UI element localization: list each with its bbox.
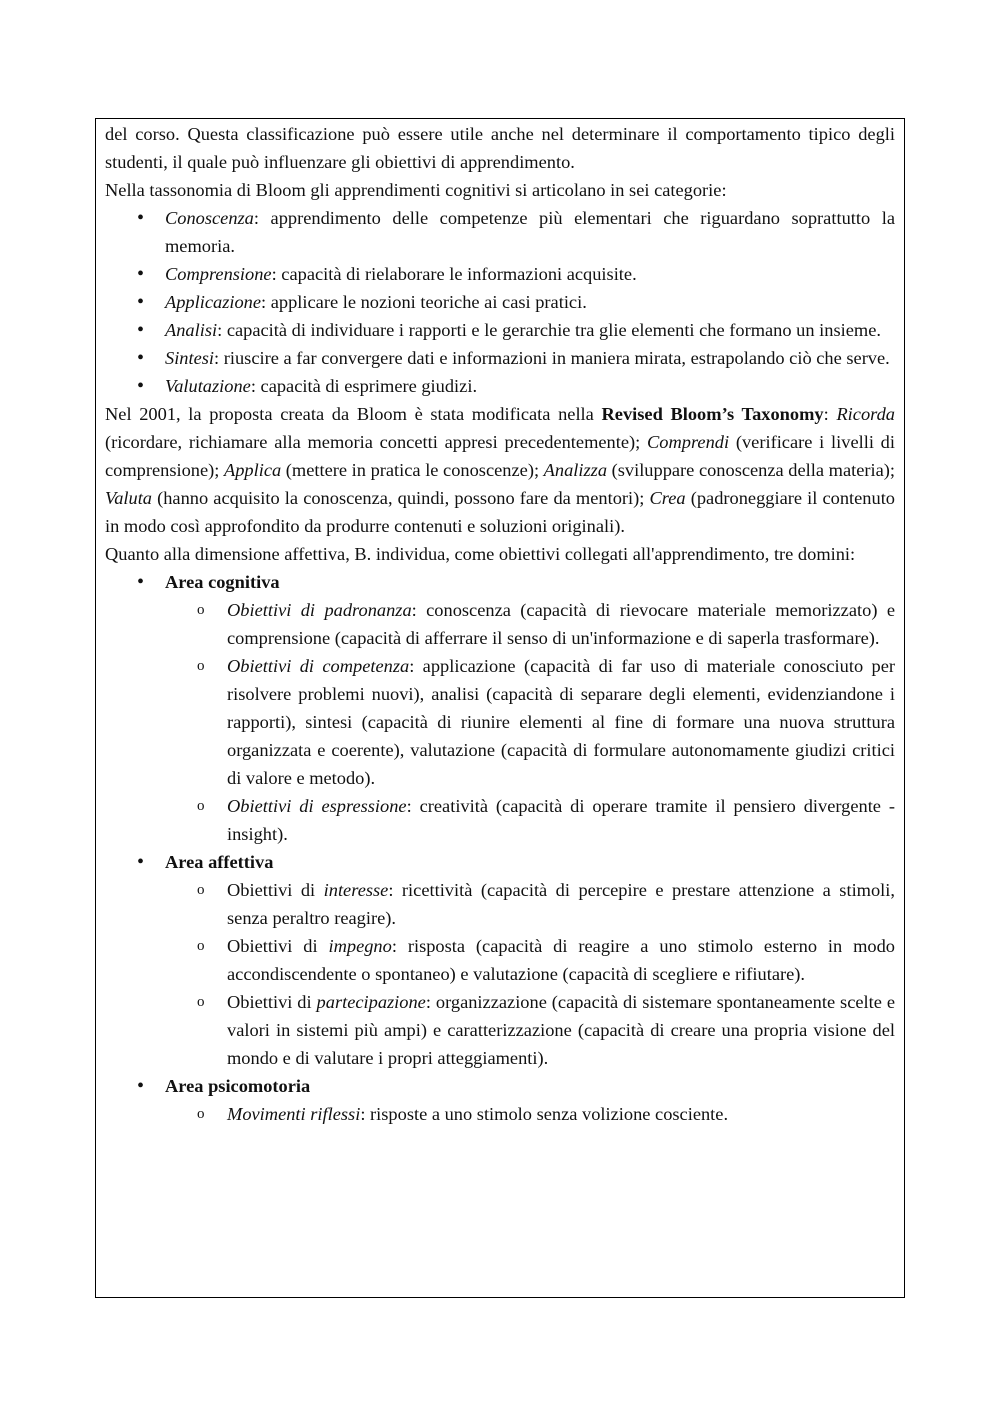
intro-paragraph: del corso. Questa classificazione può essere utile anche nel determinare il comportamento tipico degli studenti, il quale può influenzare gli obiettivi di apprendimento.: [105, 124, 895, 172]
list-item: [105, 372, 895, 400]
list-item: [105, 652, 895, 792]
affective-intro-paragraph: Quanto alla dimensione affettiva, B. individua, come obiettivi collegati all'apprendimento, tre domini:: [105, 544, 856, 564]
area-items: [105, 596, 895, 848]
category-term: Comprensione: [165, 264, 272, 284]
revised-taxonomy-paragraph: [105, 400, 895, 540]
category-term: Analisi: [165, 320, 218, 340]
list-item: [105, 1100, 895, 1128]
area-affective: [105, 848, 895, 1072]
revised-term: Ricorda: [836, 404, 896, 424]
objective-text: : ricettività (capacità di percepire e prestare attenzione a stimoli, senza peraltro reagire).: [227, 880, 895, 928]
list-item: [105, 344, 895, 372]
list-item: [105, 288, 895, 316]
list-item: [105, 792, 895, 848]
revised-title: Revised Bloom’s Taxonomy: [601, 404, 824, 424]
categories-list: [105, 204, 895, 400]
area-cognitive: [105, 568, 895, 848]
objective-prefix: Obiettivi di: [227, 880, 324, 900]
objective-term: impegno: [328, 936, 392, 956]
areas-list: [105, 568, 895, 1128]
revised-desc: (hanno acquisito la conoscenza, quindi, possono fare da mentori);: [152, 488, 650, 508]
area-title: Area cognitiva: [165, 572, 280, 592]
revised-desc: (ricordare, richiamare alla memoria concetti appresi precedentemente);: [105, 432, 648, 452]
objective-text: : organizzazione (capacità di sistemare spontaneamente scelte e valori in sistemi più ampi) e caratterizzazione (capacità di creare una propria visione del mondo e di valutare i propri atteggiamenti).: [227, 992, 895, 1068]
area-title: Area affettiva: [165, 852, 274, 872]
objective-text: : conoscenza (capacità di rievocare materiale memorizzato) e comprensione (capacità di afferrare il senso di un'informazione e di saperla trasformare).: [227, 600, 895, 648]
objective-term: Obiettivi di espressione: [227, 796, 407, 816]
revised-desc: (sviluppare conoscenza della materia);: [607, 460, 896, 480]
objective-term: interesse: [323, 880, 389, 900]
revised-desc: (verificare i livelli di comprensione);: [105, 432, 895, 480]
objective-term: partecipazione: [316, 992, 426, 1012]
list-item: [105, 596, 895, 652]
category-text: : riuscire a far convergere dati e informazioni in maniera mirata, estrapolando ciò che serve.: [214, 348, 890, 368]
revised-term: Applica: [224, 460, 282, 480]
list-item: [105, 260, 895, 288]
objective-text: : risposte a uno stimolo senza volizione cosciente.: [360, 1104, 729, 1124]
area-items: [105, 1100, 895, 1128]
category-text: : apprendimento delle competenze più elementari che riguardano soprattutto la memoria.: [165, 208, 895, 256]
objective-text: : creatività (capacità di operare tramite il pensiero divergente - insight).: [227, 796, 895, 844]
revised-lead: Nel 2001, la proposta creata da Bloom è stata modificata nella: [105, 404, 602, 424]
category-text: : capacità di esprimere giudizi.: [250, 376, 478, 396]
document-page: [95, 118, 905, 1298]
area-psychomotor: [105, 1072, 895, 1128]
category-text: : capacità di rielaborare le informazioni acquisite.: [271, 264, 637, 284]
revised-desc: (mettere in pratica le conoscenze);: [281, 460, 544, 480]
list-item: [105, 876, 895, 932]
document-body: [96, 119, 904, 1128]
objective-prefix: Obiettivi di: [227, 936, 329, 956]
category-term: Sintesi: [165, 348, 215, 368]
objective-prefix: Obiettivi di: [227, 992, 317, 1012]
list-item: [105, 316, 895, 344]
objective-text: : applicazione (capacità di far uso di materiale conosciuto per risolvere problemi nuovi), analisi (capacità di separare degli elementi, evidenziandone i rapporti), sintesi (capacità di riunire elementi al fine di formare una nuova struttura organizzata e coerente), valutazione (capacità di formulare autonomamente giudizi critici di valore e metodo).: [227, 656, 895, 788]
revised-term: Crea: [649, 488, 686, 508]
revised-term: Comprendi: [647, 432, 730, 452]
objective-term: Obiettivi di padronanza: [227, 600, 412, 620]
category-term: Conoscenza: [165, 208, 254, 228]
taxonomy-intro: Nella tassonomia di Bloom gli apprendimenti cognitivi si articolano in sei categorie:: [105, 180, 727, 200]
category-term: Applicazione: [165, 292, 262, 312]
objective-term: Movimenti riflessi: [227, 1104, 361, 1124]
list-item: [105, 932, 895, 988]
revised-desc: (padroneggiare il contenuto in modo così approfondito da produrre contenuti e soluzioni originali).: [105, 488, 895, 536]
objective-term: Obiettivi di competenza: [227, 656, 410, 676]
category-term: Valutazione: [165, 376, 251, 396]
objective-text: : risposta (capacità di reagire a uno stimolo esterno in modo accondiscendente o spontaneo) e valutazione (capacità di scegliere e rifiutare).: [227, 936, 895, 984]
area-items: [105, 876, 895, 1072]
list-item: [105, 204, 895, 260]
list-item: [105, 988, 895, 1072]
revised-term: Valuta: [105, 488, 152, 508]
revised-colon: :: [823, 404, 829, 424]
category-text: : capacità di individuare i rapporti e le gerarchie tra glie elementi che formano un insieme.: [217, 320, 881, 340]
revised-term: Analizza: [543, 460, 608, 480]
category-text: : applicare le nozioni teoriche ai casi pratici.: [261, 292, 587, 312]
area-title: Area psicomotoria: [165, 1076, 311, 1096]
